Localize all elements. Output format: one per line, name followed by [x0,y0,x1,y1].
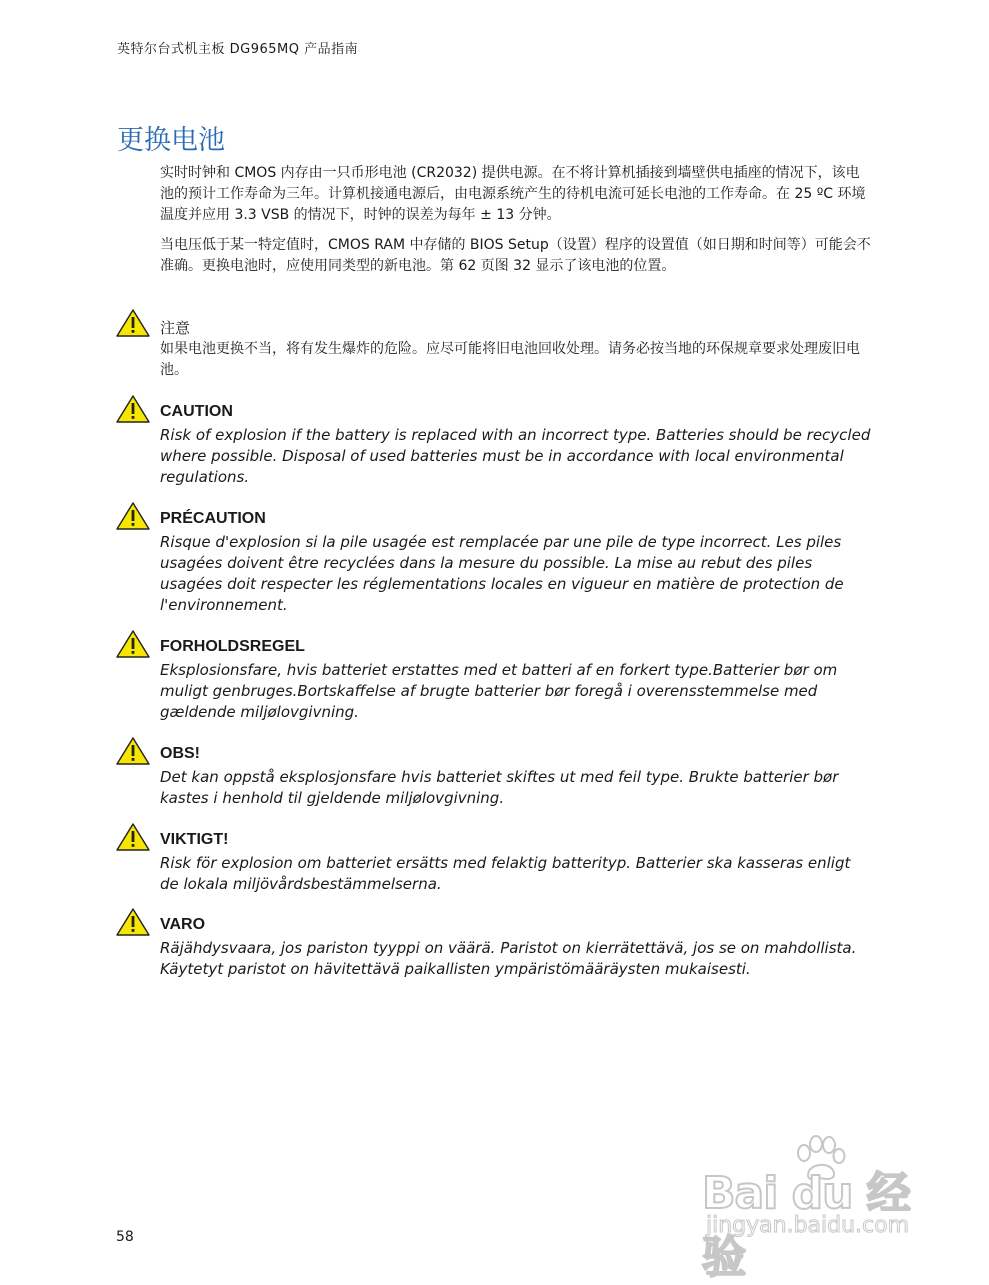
watermark-url: jingyan.baidu.com [706,1213,910,1238]
warning-triangle-icon [116,908,150,936]
warning-heading: VIKTIGT! [160,831,229,848]
warning-heading: CAUTION [160,403,233,420]
warning-triangle-icon [116,823,150,851]
intro-text [160,163,872,286]
warning-body: Det kan oppstå eksplosjonsfare hvis batteriet skiftes ut med feil type. Brukte batterier bør kastes i henhold til gjeldende miljølovgivning. [160,768,839,807]
watermark-logo: Bai du 经验 [702,1168,910,1283]
warning-heading: 注意 [160,319,191,337]
warning-heading: FORHOLDSREGEL [160,638,305,655]
warning-triangle-icon [116,309,150,337]
warning-body: 如果电池更换不当，将有发生爆炸的危险。应尽可能将旧电池回收处理。请务必按当地的环保规章要求处理废旧电池。 [160,341,860,378]
intro-paragraph: 实时时钟和 CMOS 内存由一只币形电池 (CR2032) 提供电源。在不将计算机插接到墙壁供电插座的情况下，该电池的预计工作寿命为三年。计算机接通电源后，由电源系统产生的待机电流可延长电池的工作寿命。在 25 ºC 环境温度并应用 3.3 VSB 的情况下，时钟的误差为每年 ± 13 分钟。 [160,165,866,223]
warning-body: Räjähdysvaara, jos pariston tyyppi on väärä. Paristot on kierrätettävä, jos se on mahdollista. Käytetyt paristot on hävitettävä paikallisten ympäristömääräysten mukaisesti. [160,939,857,978]
warning-heading: PRÉCAUTION [160,510,266,527]
warning-body: Eksplosionsfare, hvis batteriet erstattes med et batteri af en forkert type.Batterier bør om muligt genbruges.Bortskaffelse af brugte batterier bør foregå i overensstemmelse med gældende miljølovgivning. [160,661,838,721]
section-title: 更换电池 [117,125,225,156]
warning-body: Risque d'explosion si la pile usagée est remplacée par une pile de type incorrect. Les piles usagées doivent être recyclées dans la mesure du possible. La mise au rebut des piles usagées doit respecter les réglementations locales en vigueur en matière de protection de l'environnement. [160,533,844,614]
warning-body: Risk för explosion om batteriet ersätts med felaktig batterityp. Batterier ska kasseras enligt de lokala miljövårdsbestämmelserna. [160,854,851,893]
warning-triangle-icon [116,630,150,658]
page-number: 58 [116,1229,134,1245]
warning-body: Risk of explosion if the battery is replaced with an incorrect type. Batteries should be recycled where possible. Disposal of used batteries must be in accordance with local environmental regulations. [160,426,871,486]
warning-triangle-icon [116,395,150,423]
warning-triangle-icon [116,737,150,765]
running-header: 英特尔台式机主板 DG965MQ 产品指南 [117,42,359,57]
baidu-watermark [700,1135,940,1283]
warning-triangle-icon [116,502,150,530]
warning-heading: VARO [160,916,206,933]
warning-heading: OBS! [160,745,200,762]
intro-paragraph: 当电压低于某一特定值时，CMOS RAM 中存储的 BIOS Setup（设置）程序的设置值（如日期和时间等）可能会不准确。更换电池时，应使用同类型的新电池。第 62 页图 32 显示了该电池的位置。 [160,237,871,274]
